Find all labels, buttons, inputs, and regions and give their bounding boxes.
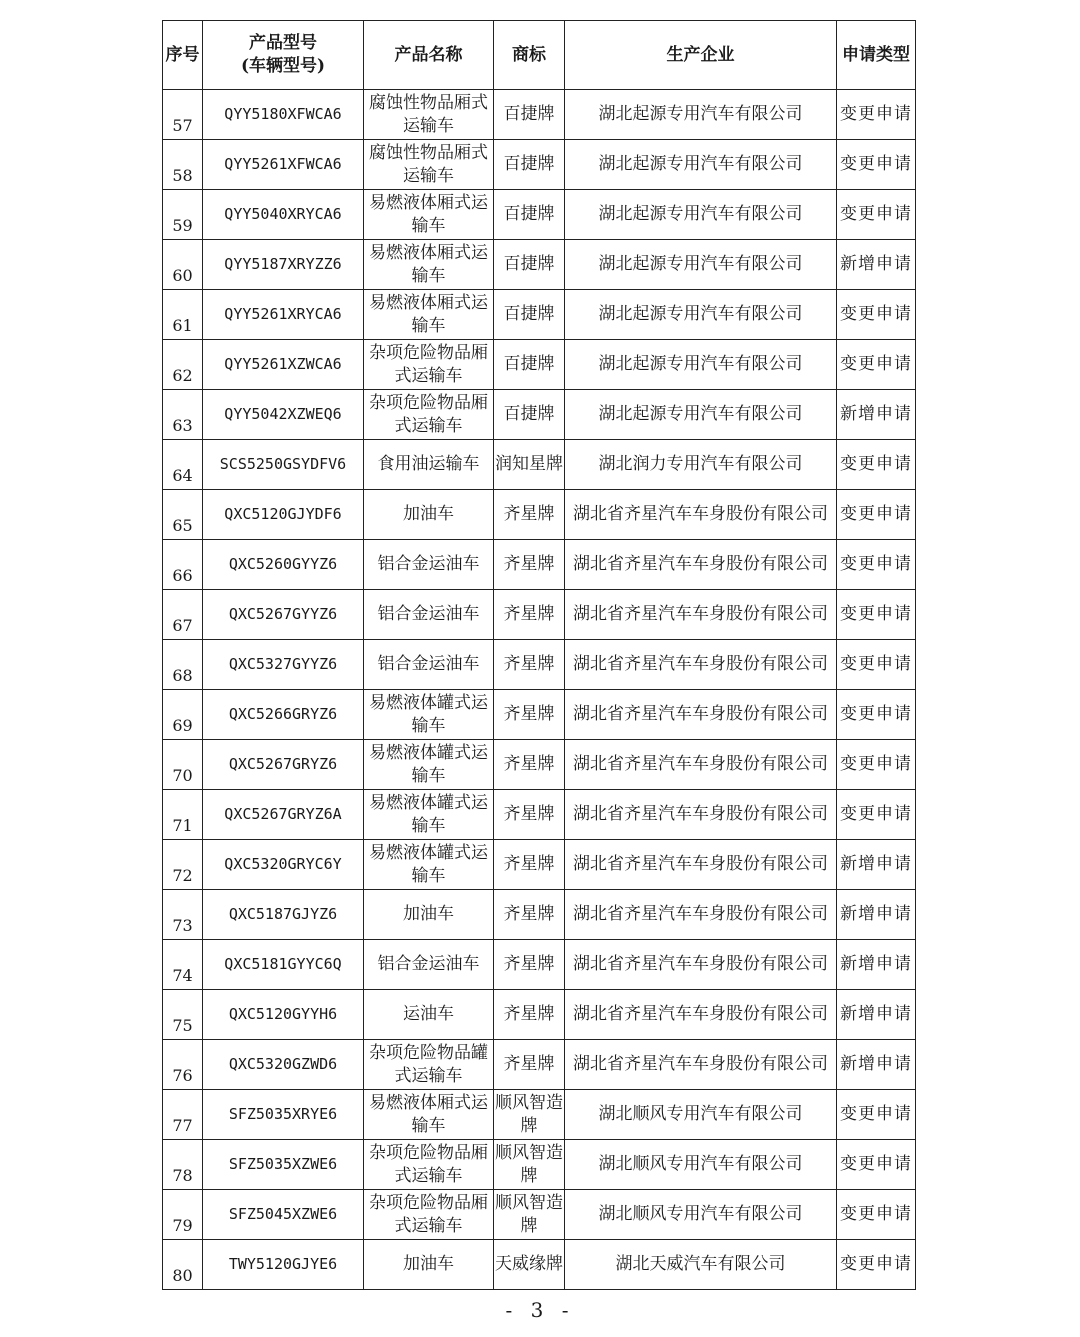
row-model: QXC5266GRYZ6 — [203, 690, 364, 740]
row-brand: 百捷牌 — [494, 390, 565, 440]
row-brand: 齐星牌 — [494, 640, 565, 690]
row-seq: 61 — [163, 290, 203, 340]
row-company: 湖北省齐星汽车车身股份有限公司 — [565, 640, 837, 690]
row-seq: 63 — [163, 390, 203, 440]
row-company: 湖北顺风专用汽车有限公司 — [565, 1140, 837, 1190]
table-row — [163, 540, 916, 590]
row-model: SFZ5035XZWE6 — [203, 1140, 364, 1190]
header-model-line2: (车辆型号) — [240, 56, 326, 76]
table-row — [163, 290, 916, 340]
row-seq: 60 — [163, 240, 203, 290]
row-seq: 77 — [163, 1090, 203, 1140]
table-row — [163, 1240, 916, 1290]
row-seq: 72 — [163, 840, 203, 890]
row-seq: 73 — [163, 890, 203, 940]
row-application-type: 变更申请 — [837, 440, 916, 490]
row-company: 湖北润力专用汽车有限公司 — [565, 440, 837, 490]
row-application-type: 变更申请 — [837, 590, 916, 640]
row-seq: 58 — [163, 140, 203, 190]
row-product-name: 铝合金运油车 — [364, 940, 494, 990]
table-row — [163, 390, 916, 440]
row-application-type: 变更申请 — [837, 140, 916, 190]
row-product-name: 铝合金运油车 — [364, 640, 494, 690]
header-seq: 序号 — [163, 21, 203, 90]
row-application-type: 新增申请 — [837, 990, 916, 1040]
row-company: 湖北顺风专用汽车有限公司 — [565, 1090, 837, 1140]
table-row — [163, 940, 916, 990]
row-brand: 齐星牌 — [494, 890, 565, 940]
table-row — [163, 840, 916, 890]
row-seq: 74 — [163, 940, 203, 990]
row-product-name: 易燃液体罐式运输车 — [364, 790, 494, 840]
row-brand: 齐星牌 — [494, 1040, 565, 1090]
row-company: 湖北省齐星汽车车身股份有限公司 — [565, 940, 837, 990]
row-model: QYY5180XFWCA6 — [203, 90, 364, 140]
row-company: 湖北起源专用汽车有限公司 — [565, 140, 837, 190]
header-model — [203, 21, 364, 90]
row-application-type: 新增申请 — [837, 840, 916, 890]
row-application-type: 变更申请 — [837, 1140, 916, 1190]
row-brand: 顺风智造牌 — [494, 1190, 565, 1240]
row-model: QXC5320GRYC6Y — [203, 840, 364, 890]
row-brand: 百捷牌 — [494, 190, 565, 240]
row-company: 湖北省齐星汽车车身股份有限公司 — [565, 690, 837, 740]
row-brand: 顺风智造牌 — [494, 1090, 565, 1140]
row-application-type: 新增申请 — [837, 240, 916, 290]
row-product-name: 易燃液体罐式运输车 — [364, 740, 494, 790]
row-seq: 76 — [163, 1040, 203, 1090]
row-brand: 百捷牌 — [494, 290, 565, 340]
row-product-name: 加油车 — [364, 490, 494, 540]
table-row — [163, 90, 916, 140]
table-row — [163, 440, 916, 490]
vehicle-application-table — [162, 20, 916, 1290]
row-product-name: 易燃液体罐式运输车 — [364, 690, 494, 740]
row-seq: 67 — [163, 590, 203, 640]
row-model: QXC5260GYYZ6 — [203, 540, 364, 590]
row-model: TWY5120GJYE6 — [203, 1240, 364, 1290]
table-row — [163, 1040, 916, 1090]
table-body — [163, 90, 916, 1290]
row-brand: 百捷牌 — [494, 140, 565, 190]
row-application-type: 变更申请 — [837, 1240, 916, 1290]
row-product-name: 食用油运输车 — [364, 440, 494, 490]
header-name: 产品名称 — [364, 21, 494, 90]
row-application-type: 变更申请 — [837, 490, 916, 540]
page-number: - 3 - — [505, 1298, 575, 1322]
row-brand: 齐星牌 — [494, 790, 565, 840]
row-brand: 齐星牌 — [494, 990, 565, 1040]
row-company: 湖北省齐星汽车车身股份有限公司 — [565, 840, 837, 890]
row-model: QYY5261XZWCA6 — [203, 340, 364, 390]
row-product-name: 杂项危险物品厢式运输车 — [364, 340, 494, 390]
row-company: 湖北省齐星汽车车身股份有限公司 — [565, 890, 837, 940]
row-seq: 71 — [163, 790, 203, 840]
row-product-name: 腐蚀性物品厢式运输车 — [364, 140, 494, 190]
row-application-type: 新增申请 — [837, 940, 916, 990]
row-model: QYY5261XFWCA6 — [203, 140, 364, 190]
row-company: 湖北省齐星汽车车身股份有限公司 — [565, 990, 837, 1040]
row-seq: 66 — [163, 540, 203, 590]
row-product-name: 杂项危险物品厢式运输车 — [364, 1190, 494, 1240]
row-brand: 齐星牌 — [494, 740, 565, 790]
row-seq: 75 — [163, 990, 203, 1040]
row-application-type: 变更申请 — [837, 790, 916, 840]
row-company: 湖北起源专用汽车有限公司 — [565, 240, 837, 290]
header-brand: 商标 — [494, 21, 565, 90]
row-brand: 齐星牌 — [494, 940, 565, 990]
row-product-name: 加油车 — [364, 1240, 494, 1290]
row-seq: 78 — [163, 1140, 203, 1190]
row-company: 湖北起源专用汽车有限公司 — [565, 290, 837, 340]
row-model: SFZ5045XZWE6 — [203, 1190, 364, 1240]
row-brand: 齐星牌 — [494, 690, 565, 740]
table-row — [163, 490, 916, 540]
row-seq: 80 — [163, 1240, 203, 1290]
row-product-name: 运油车 — [364, 990, 494, 1040]
row-product-name: 易燃液体厢式运输车 — [364, 240, 494, 290]
row-company: 湖北省齐星汽车车身股份有限公司 — [565, 490, 837, 540]
row-brand: 齐星牌 — [494, 590, 565, 640]
table-row — [163, 140, 916, 190]
row-product-name: 铝合金运油车 — [364, 590, 494, 640]
row-model: SFZ5035XRYE6 — [203, 1090, 364, 1140]
row-application-type: 变更申请 — [837, 1190, 916, 1240]
row-product-name: 铝合金运油车 — [364, 540, 494, 590]
table-row — [163, 240, 916, 290]
row-brand: 齐星牌 — [494, 540, 565, 590]
row-application-type: 新增申请 — [837, 390, 916, 440]
row-model: QYY5187XRYZZ6 — [203, 240, 364, 290]
row-model: SCS5250GSYDFV6 — [203, 440, 364, 490]
row-model: QYY5042XZWEQ6 — [203, 390, 364, 440]
row-seq: 57 — [163, 90, 203, 140]
header-model-line1: 产品型号 — [249, 33, 317, 53]
row-company: 湖北起源专用汽车有限公司 — [565, 340, 837, 390]
row-product-name: 易燃液体厢式运输车 — [364, 290, 494, 340]
row-seq: 62 — [163, 340, 203, 390]
row-brand: 天威缘牌 — [494, 1240, 565, 1290]
table-row — [163, 1090, 916, 1140]
table-header-row — [163, 21, 916, 90]
row-company: 湖北顺风专用汽车有限公司 — [565, 1190, 837, 1240]
row-application-type: 新增申请 — [837, 890, 916, 940]
row-product-name: 易燃液体罐式运输车 — [364, 840, 494, 890]
row-model: QXC5327GYYZ6 — [203, 640, 364, 690]
row-application-type: 变更申请 — [837, 190, 916, 240]
row-seq: 64 — [163, 440, 203, 490]
row-application-type: 新增申请 — [837, 1040, 916, 1090]
table-row — [163, 790, 916, 840]
row-company: 湖北省齐星汽车车身股份有限公司 — [565, 540, 837, 590]
table-row — [163, 590, 916, 640]
row-brand: 齐星牌 — [494, 490, 565, 540]
row-company: 湖北起源专用汽车有限公司 — [565, 90, 837, 140]
table-row — [163, 990, 916, 1040]
row-product-name: 易燃液体厢式运输车 — [364, 190, 494, 240]
row-application-type: 变更申请 — [837, 540, 916, 590]
row-brand: 百捷牌 — [494, 240, 565, 290]
row-application-type: 变更申请 — [837, 640, 916, 690]
table-row — [163, 1140, 916, 1190]
row-company: 湖北省齐星汽车车身股份有限公司 — [565, 790, 837, 840]
row-company: 湖北省齐星汽车车身股份有限公司 — [565, 590, 837, 640]
row-application-type: 变更申请 — [837, 340, 916, 390]
row-brand: 齐星牌 — [494, 840, 565, 890]
table-row — [163, 890, 916, 940]
row-model: QYY5040XRYCA6 — [203, 190, 364, 240]
table-row — [163, 740, 916, 790]
row-product-name: 易燃液体厢式运输车 — [364, 1090, 494, 1140]
row-model: QXC5267GRYZ6A — [203, 790, 364, 840]
row-seq: 59 — [163, 190, 203, 240]
table-row — [163, 690, 916, 740]
row-application-type: 变更申请 — [837, 290, 916, 340]
row-seq: 69 — [163, 690, 203, 740]
table-row — [163, 1190, 916, 1240]
row-model: QXC5120GJYDF6 — [203, 490, 364, 540]
row-seq: 70 — [163, 740, 203, 790]
row-model: QXC5267GYYZ6 — [203, 590, 364, 640]
row-model: QXC5181GYYC6Q — [203, 940, 364, 990]
row-seq: 79 — [163, 1190, 203, 1240]
row-brand: 百捷牌 — [494, 340, 565, 390]
row-application-type: 变更申请 — [837, 90, 916, 140]
row-model: QXC5320GZWD6 — [203, 1040, 364, 1090]
row-model: QXC5267GRYZ6 — [203, 740, 364, 790]
row-company: 湖北省齐星汽车车身股份有限公司 — [565, 1040, 837, 1090]
row-model: QXC5120GYYH6 — [203, 990, 364, 1040]
row-brand: 百捷牌 — [494, 90, 565, 140]
row-application-type: 变更申请 — [837, 740, 916, 790]
row-model: QXC5187GJYZ6 — [203, 890, 364, 940]
row-product-name: 腐蚀性物品厢式运输车 — [364, 90, 494, 140]
row-company: 湖北起源专用汽车有限公司 — [565, 190, 837, 240]
row-brand: 顺风智造牌 — [494, 1140, 565, 1190]
row-application-type: 变更申请 — [837, 1090, 916, 1140]
row-application-type: 变更申请 — [837, 690, 916, 740]
table-row — [163, 340, 916, 390]
table-row — [163, 640, 916, 690]
row-company: 湖北起源专用汽车有限公司 — [565, 390, 837, 440]
header-company: 生产企业 — [565, 21, 837, 90]
row-company: 湖北省齐星汽车车身股份有限公司 — [565, 740, 837, 790]
row-seq: 65 — [163, 490, 203, 540]
row-model: QYY5261XRYCA6 — [203, 290, 364, 340]
header-type: 申请类型 — [837, 21, 916, 90]
row-brand: 润知星牌 — [494, 440, 565, 490]
row-product-name: 加油车 — [364, 890, 494, 940]
row-seq: 68 — [163, 640, 203, 690]
row-product-name: 杂项危险物品厢式运输车 — [364, 390, 494, 440]
table-row — [163, 190, 916, 240]
row-company: 湖北天威汽车有限公司 — [565, 1240, 837, 1290]
row-product-name: 杂项危险物品厢式运输车 — [364, 1140, 494, 1190]
row-product-name: 杂项危险物品罐式运输车 — [364, 1040, 494, 1090]
